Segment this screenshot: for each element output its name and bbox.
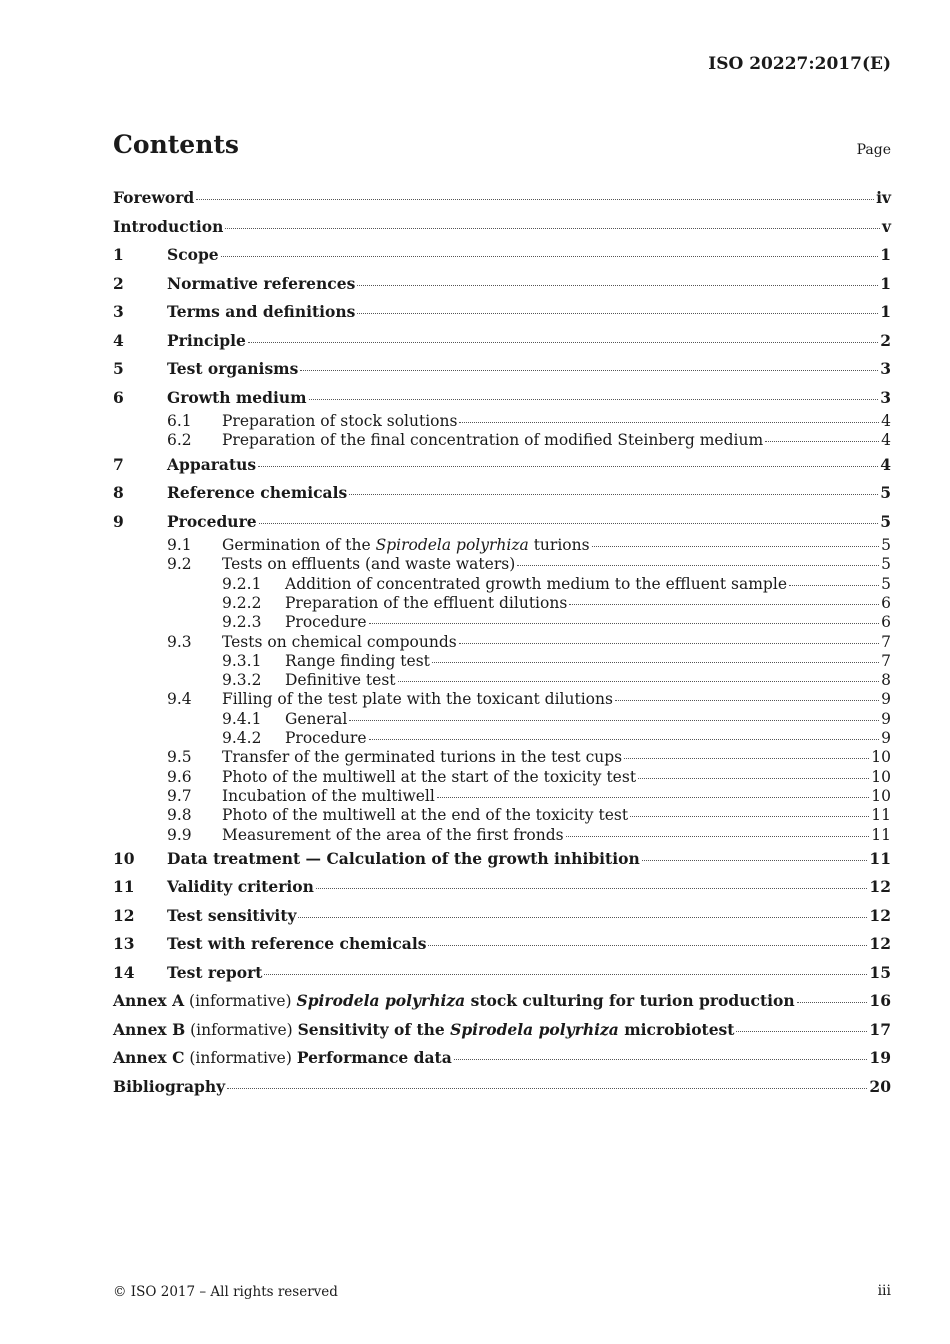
toc-entry-number: 9.4.2 [222, 729, 262, 748]
title-text: Tests on effluents (and waste waters) [222, 555, 516, 574]
toc-entry-number: 1 [113, 245, 124, 264]
toc-entry-page: 15 [869, 962, 891, 982]
toc-entry-number: 9.6 [167, 767, 192, 786]
dot-leader [227, 1088, 867, 1089]
dot-leader [196, 199, 874, 200]
toc-entry-number: 9.1 [167, 536, 192, 555]
page-number: iii [877, 1283, 891, 1299]
toc-entry[interactable] [113, 613, 891, 632]
toc-entry-page: 1 [880, 245, 891, 264]
toc-entry-number: 9.4 [167, 690, 192, 709]
toc-entry-title [113, 1016, 734, 1045]
dot-leader [797, 1002, 868, 1003]
annex-label: Annex C [113, 1048, 185, 1068]
toc-entry-page: 5 [881, 555, 891, 574]
title-part: Sensitivity of the [297, 1019, 451, 1039]
toc-entry-title [222, 555, 515, 574]
toc-entry-title [222, 806, 628, 825]
toc-entry[interactable] [113, 768, 891, 787]
toc-entry-page: 3 [880, 359, 891, 378]
toc-entry[interactable] [113, 959, 891, 988]
annex-label: Annex B [113, 1019, 186, 1039]
toc-entry-page: v [881, 216, 891, 236]
dot-leader [264, 974, 867, 975]
dot-leader [259, 523, 879, 524]
toc-entry-page: 6 [881, 593, 891, 612]
toc-entry-title [167, 902, 296, 931]
toc-entry-page: 4 [881, 431, 891, 450]
toc-entry-title [167, 930, 426, 959]
title-text: Normative references [167, 273, 356, 293]
toc-entry-title [285, 652, 430, 671]
dot-leader [349, 494, 878, 495]
dot-leader [638, 778, 869, 779]
dot-leader [349, 720, 879, 721]
toc-entry-page: 7 [881, 632, 891, 651]
dot-leader [369, 623, 880, 624]
title-text: Addition of concentrated growth medium to the effluent sample [285, 574, 787, 593]
dot-leader [736, 1031, 867, 1032]
toc-entry-number: 9.2.1 [222, 574, 262, 593]
title-text: Procedure [285, 613, 367, 632]
title-text: Tests on chemical compounds [222, 632, 457, 651]
dot-leader [566, 836, 870, 837]
toc-entry-number: 14 [113, 962, 135, 982]
toc-entry-page: 10 [871, 767, 891, 786]
toc-entry-page: 4 [881, 412, 891, 430]
toc-entry-number: 9 [113, 511, 124, 531]
title-text: Principle [167, 330, 246, 350]
toc-entry[interactable] [113, 1044, 891, 1073]
toc-entry[interactable] [113, 431, 891, 450]
toc-entry-number: 9.2.3 [222, 613, 262, 632]
toc-entry-page: 2 [880, 330, 891, 350]
dot-leader [432, 662, 879, 663]
toc-entry-title [167, 327, 246, 356]
toc-entry[interactable] [113, 633, 891, 652]
toc-entry[interactable] [113, 298, 891, 327]
title-text: Test organisms [167, 359, 299, 378]
dot-leader [454, 1059, 868, 1060]
dot-leader [309, 399, 879, 400]
toc-entry-number: 9.3 [167, 632, 192, 651]
contents-title: Contents [113, 130, 240, 159]
dot-leader [517, 565, 879, 566]
toc-entry-number: 9.5 [167, 748, 192, 767]
toc-entry-title [113, 1073, 225, 1102]
dot-leader [615, 700, 879, 701]
toc-entry-title [285, 671, 396, 690]
toc-entry-page: 8 [881, 671, 891, 690]
toc-entry-page: 10 [871, 786, 891, 805]
species-name: Spirodela polyrhiza [375, 536, 529, 555]
dot-leader [642, 860, 868, 861]
toc-entry[interactable] [113, 536, 891, 555]
dot-leader [357, 313, 878, 314]
toc-entry-number: 7 [113, 454, 124, 474]
title-text: Measurement of the area of the first fronds [222, 825, 564, 844]
title-text: Preparation of the final concentration of modified Steinberg medium [222, 431, 764, 450]
toc-entry-number: 9.2.2 [222, 593, 262, 612]
toc-entry-title [167, 270, 355, 299]
toc-entry[interactable] [113, 806, 891, 825]
toc-entry-number: 9.9 [167, 825, 192, 844]
toc-entry[interactable] [113, 710, 891, 729]
dot-leader [437, 797, 869, 798]
toc-entry[interactable] [113, 1073, 891, 1102]
title-text: Procedure [285, 729, 367, 748]
toc-entry-page: 7 [881, 651, 891, 670]
toc-entry-number: 9.7 [167, 786, 192, 805]
title-text: Apparatus [167, 454, 257, 474]
title-text: Range finding test [285, 651, 430, 670]
toc-entry-page: 12 [869, 934, 891, 954]
toc-entry-title [113, 213, 223, 242]
toc-entry[interactable] [113, 826, 891, 845]
title-text: Reference chemicals [167, 483, 348, 503]
toc-entry[interactable] [113, 748, 891, 767]
toc-entry-page: 5 [880, 483, 891, 503]
toc-entry-number: 6 [113, 387, 124, 407]
dot-leader [428, 945, 867, 946]
dot-leader [459, 422, 879, 423]
dot-leader [765, 441, 879, 442]
toc-entry[interactable] [113, 787, 891, 806]
toc-entry[interactable] [113, 355, 891, 384]
toc-entry-number: 2 [113, 273, 124, 293]
dot-leader [459, 643, 879, 644]
title-text: Definitive test [285, 671, 396, 690]
title-text: Performance data [296, 1048, 452, 1068]
toc-entry-title [285, 613, 367, 632]
toc-entry-page: 16 [869, 991, 891, 1011]
toc-entry-page: 1 [880, 302, 891, 321]
toc-entry[interactable] [113, 412, 891, 431]
toc-entry-page: 19 [869, 1048, 891, 1068]
toc-entry-number: 9.3.2 [222, 671, 262, 690]
toc-entry-page: 11 [871, 806, 891, 825]
dot-leader [258, 466, 878, 467]
dot-leader [357, 285, 878, 286]
title-text: Introduction [113, 216, 224, 236]
toc-entry-page: 4 [880, 454, 891, 474]
dot-leader [569, 604, 879, 605]
dot-leader [316, 888, 868, 889]
toc-entry[interactable] [113, 930, 891, 959]
species-name: Spirodela polyrhiza [450, 1019, 619, 1039]
title-text: Photo of the multiwell at the start of the toxicity test [222, 767, 637, 786]
toc-entry-title [285, 729, 367, 748]
toc-entry[interactable] [113, 241, 891, 270]
toc-entry-title [222, 787, 435, 806]
toc-entry-title [167, 508, 257, 537]
copyright-footer: © ISO 2017 – All rights reserved [113, 1284, 338, 1300]
toc-entry-page: 12 [869, 905, 891, 925]
toc-entry-title [167, 241, 219, 270]
toc-entry-number: 6.1 [167, 412, 192, 430]
toc-entry-number: 4 [113, 330, 124, 350]
toc-entry-page: 3 [880, 387, 891, 407]
toc-entry[interactable] [113, 845, 891, 874]
toc-entry-page: 11 [871, 825, 891, 844]
toc-entry-title [113, 987, 795, 1016]
annex-label: Annex A [113, 991, 185, 1011]
toc-entry[interactable] [113, 575, 891, 594]
toc-entry[interactable] [113, 671, 891, 690]
toc-entry[interactable] [113, 987, 891, 1016]
toc-entry-page: 20 [869, 1076, 891, 1096]
toc-entry-page: 9 [881, 729, 891, 748]
title-text: Validity criterion [167, 877, 314, 897]
title-part: Germination of the [222, 536, 376, 555]
toc-entry-number: 6.2 [167, 431, 192, 450]
toc-entry[interactable] [113, 270, 891, 299]
toc-entry[interactable] [113, 479, 891, 508]
toc-entry-title [167, 959, 262, 988]
dot-leader [398, 681, 880, 682]
toc-entry-number: 9.4.1 [222, 709, 262, 728]
toc-entry-title [113, 184, 194, 213]
title-text: Test with reference chemicals [167, 934, 427, 954]
toc-entry-title [222, 633, 457, 652]
toc-entry-number: 9.8 [167, 806, 192, 825]
toc-entry-number: 10 [113, 848, 135, 868]
toc-entry[interactable] [113, 594, 891, 613]
toc-entry[interactable] [113, 690, 891, 709]
toc-entry-number: 11 [113, 877, 135, 897]
toc-entry-page: 12 [869, 877, 891, 897]
title-text: Data treatment — Calculation of the growth inhibition [167, 848, 640, 868]
toc-entry-page: 5 [880, 511, 891, 531]
title-text: Procedure [167, 511, 257, 531]
toc-entry-title [222, 536, 590, 555]
title-text: Transfer of the germinated turions in the test cups [222, 748, 623, 767]
title-text: Filling of the test plate with the toxicant dilutions [222, 690, 613, 709]
toc-entry[interactable] [113, 652, 891, 671]
title-text: Preparation of stock solutions [222, 412, 458, 430]
toc-entry-title [167, 355, 298, 384]
dot-leader [248, 342, 878, 343]
toc-entry[interactable] [113, 451, 891, 480]
title-text: Preparation of the effluent dilutions [285, 593, 568, 612]
toc-entry-title [285, 594, 567, 613]
toc-entry[interactable] [113, 184, 891, 213]
toc-entry-title [222, 412, 457, 431]
title-text: Test sensitivity [167, 905, 297, 925]
title-part: stock culturing for turion production [465, 991, 795, 1011]
toc-entry-page: 9 [881, 690, 891, 709]
dot-leader [624, 758, 869, 759]
annex-informative-note: (informative) [184, 992, 297, 1011]
title-text: Incubation of the multiwell [222, 786, 435, 805]
species-name: Spirodela polyrhiza [296, 991, 466, 1011]
toc-entry-title [285, 575, 787, 594]
toc-entry-title [167, 479, 347, 508]
toc-entry-number: 9.2 [167, 555, 192, 574]
toc-entry[interactable] [113, 1016, 891, 1045]
dot-leader [225, 228, 880, 229]
toc-entry-page: 5 [881, 574, 891, 593]
toc-entry[interactable] [113, 902, 891, 931]
page-column-label: Page [856, 142, 891, 158]
toc-entry-page: 17 [869, 1019, 891, 1039]
toc-entry-title [167, 873, 314, 902]
dot-leader [300, 370, 878, 371]
toc-entry-title [113, 1044, 452, 1073]
annex-informative-note: (informative) [184, 1049, 297, 1068]
toc-entry[interactable] [113, 729, 891, 748]
toc-entry[interactable] [113, 213, 891, 242]
title-text: Growth medium [167, 387, 307, 407]
toc-entry-number: 13 [113, 934, 135, 954]
toc-entry-title [167, 451, 256, 480]
toc-entry-page: 1 [880, 273, 891, 293]
dot-leader [369, 739, 880, 740]
toc-entry-number: 9.3.1 [222, 651, 262, 670]
table-of-contents [113, 184, 891, 1101]
title-text: Photo of the multiwell at the end of the toxicity test [222, 806, 629, 825]
annex-informative-note: (informative) [185, 1020, 298, 1039]
toc-entry-number: 12 [113, 905, 135, 925]
toc-entry[interactable] [113, 555, 891, 574]
document-id: ISO 20227:2017(E) [708, 54, 891, 74]
title-part: turions [528, 536, 590, 555]
title-text: General [285, 709, 348, 728]
dot-leader [789, 585, 879, 586]
toc-entry-page: 9 [881, 709, 891, 728]
toc-entry-page: 5 [881, 536, 891, 555]
toc-entry-title [222, 690, 613, 709]
title-part: microbiotest [618, 1019, 735, 1039]
dot-leader [298, 917, 867, 918]
toc-entry-title [167, 384, 307, 413]
toc-entry[interactable] [113, 508, 891, 537]
toc-entry-title [167, 298, 355, 327]
toc-entry-page: 11 [869, 848, 891, 868]
toc-entry-title [285, 710, 347, 729]
toc-entry-number: 8 [113, 483, 124, 503]
toc-entry-title [222, 826, 564, 845]
toc-entry[interactable] [113, 327, 891, 356]
toc-entry-page: iv [876, 188, 891, 207]
dot-leader [221, 256, 879, 257]
toc-entry[interactable] [113, 873, 891, 902]
toc-entry-number: 3 [113, 302, 124, 321]
dot-leader [630, 816, 869, 817]
toc-entry-title [222, 748, 622, 767]
toc-entry[interactable] [113, 384, 891, 413]
toc-entry-title [222, 431, 763, 450]
dot-leader [592, 546, 880, 547]
title-text: Test report [167, 962, 263, 982]
toc-entry-page: 10 [871, 748, 891, 767]
title-text: Scope [167, 245, 219, 264]
title-text: Terms and definitions [167, 302, 356, 321]
title-text: Foreword [113, 188, 195, 207]
toc-entry-number: 5 [113, 359, 124, 378]
toc-entry-page: 6 [881, 613, 891, 632]
toc-entry-title [167, 845, 640, 874]
title-text: Bibliography [113, 1076, 226, 1096]
toc-entry-title [222, 768, 636, 787]
